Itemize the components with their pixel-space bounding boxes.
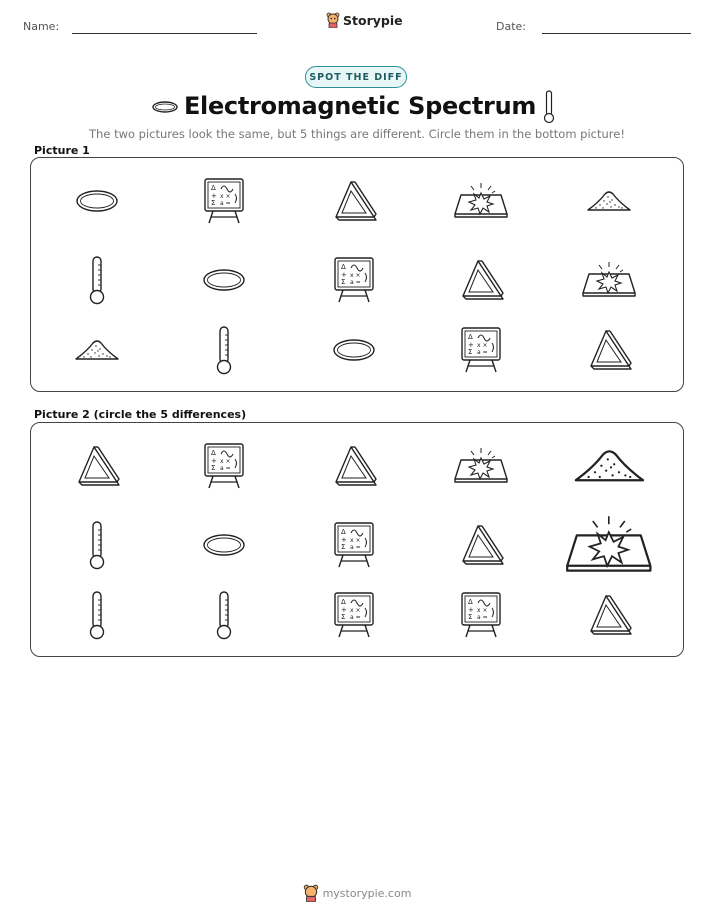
- svg-text:Σ: Σ: [211, 199, 216, 207]
- chalkboard-icon[interactable]: [179, 436, 269, 496]
- svg-text:+: +: [211, 192, 217, 200]
- light-burst-icon[interactable]: [436, 436, 526, 496]
- svg-text:Σ: Σ: [211, 464, 216, 472]
- svg-text:a =: a =: [350, 614, 361, 621]
- svg-text:+: +: [341, 606, 347, 614]
- svg-text:+: +: [341, 271, 347, 279]
- svg-text:x ×: x ×: [350, 607, 361, 614]
- picture-1-label: Picture 1: [34, 144, 90, 157]
- svg-text:x ×: x ×: [350, 537, 361, 544]
- chalkboard-icon[interactable]: [309, 585, 399, 645]
- date-label: Date:: [496, 20, 526, 33]
- thermometer-icon: [179, 320, 269, 380]
- svg-text:x ×: x ×: [350, 272, 361, 279]
- light-burst-icon: [436, 171, 526, 231]
- thermometer-icon[interactable]: [52, 585, 142, 645]
- svg-text:+: +: [211, 457, 217, 465]
- svg-text:Δ: Δ: [341, 598, 346, 606]
- thermometer-icon[interactable]: [179, 585, 269, 645]
- svg-text:Δ: Δ: [341, 263, 346, 271]
- light-burst-icon[interactable]: [564, 515, 654, 575]
- chalkboard-icon: [179, 171, 269, 231]
- prism-icon: [564, 320, 654, 380]
- svg-text:a =: a =: [477, 349, 488, 356]
- svg-text:x ×: x ×: [477, 607, 488, 614]
- svg-text:Δ: Δ: [211, 449, 216, 457]
- sand-pile-icon[interactable]: [564, 436, 654, 496]
- svg-text:Σ: Σ: [468, 613, 473, 621]
- picture-1-panel: [30, 157, 684, 392]
- sand-pile-icon: [564, 171, 654, 231]
- bear-mascot-icon: [326, 12, 340, 28]
- ring-icon: [309, 320, 399, 380]
- page-title: Electromagnetic Spectrum: [183, 92, 537, 120]
- chalkboard-icon: [436, 320, 526, 380]
- prism-icon[interactable]: [52, 436, 142, 496]
- chalkboard-icon[interactable]: [436, 585, 526, 645]
- svg-text:Δ: Δ: [211, 184, 216, 192]
- chalkboard-icon[interactable]: [309, 515, 399, 575]
- spot-the-diff-badge: SPOT THE DIFF: [305, 66, 407, 88]
- sand-pile-icon: [52, 320, 142, 380]
- svg-text:+: +: [468, 606, 474, 614]
- svg-text:Σ: Σ: [341, 613, 346, 621]
- prism-icon[interactable]: [309, 436, 399, 496]
- name-line[interactable]: [72, 33, 257, 34]
- prism-icon[interactable]: [564, 585, 654, 645]
- prism-icon: [309, 171, 399, 231]
- svg-text:x ×: x ×: [477, 342, 488, 349]
- svg-text:a =: a =: [220, 465, 231, 472]
- brand-logo: [326, 12, 403, 28]
- footer: [0, 884, 714, 902]
- svg-text:Δ: Δ: [468, 598, 473, 606]
- bear-mascot-icon: [303, 884, 319, 902]
- thermometer-icon: [52, 250, 142, 310]
- prism-icon[interactable]: [436, 515, 526, 575]
- svg-text:Δ: Δ: [341, 528, 346, 536]
- svg-text:x ×: x ×: [220, 193, 231, 200]
- svg-text:a =: a =: [350, 279, 361, 286]
- svg-text:+: +: [468, 341, 474, 349]
- svg-text:Σ: Σ: [341, 543, 346, 551]
- ring-icon: [179, 250, 269, 310]
- svg-text:Σ: Σ: [341, 278, 346, 286]
- svg-text:a =: a =: [477, 614, 488, 621]
- instructions: The two pictures look the same, but 5 things are different. Circle them in the bottom picture!: [89, 127, 625, 141]
- ring-icon[interactable]: [179, 515, 269, 575]
- light-burst-icon: [564, 250, 654, 310]
- svg-text:Δ: Δ: [468, 333, 473, 341]
- chalkboard-icon: [309, 250, 399, 310]
- picture-2-label: Picture 2 (circle the 5 differences): [34, 408, 247, 421]
- prism-icon: [436, 250, 526, 310]
- footer-url[interactable]: mystorypie.com: [322, 886, 412, 900]
- title-thermometer-icon: [542, 90, 556, 124]
- name-label: Name:: [23, 20, 60, 33]
- svg-text:a =: a =: [220, 200, 231, 207]
- svg-text:Σ: Σ: [468, 348, 473, 356]
- svg-text:+: +: [341, 536, 347, 544]
- picture-2-panel[interactable]: [30, 422, 684, 657]
- svg-text:x ×: x ×: [220, 458, 231, 465]
- ring-icon: [52, 171, 142, 231]
- thermometer-icon[interactable]: [52, 515, 142, 575]
- svg-text:a =: a =: [350, 544, 361, 551]
- brand-name: Storypie: [343, 12, 403, 28]
- date-line[interactable]: [542, 33, 691, 34]
